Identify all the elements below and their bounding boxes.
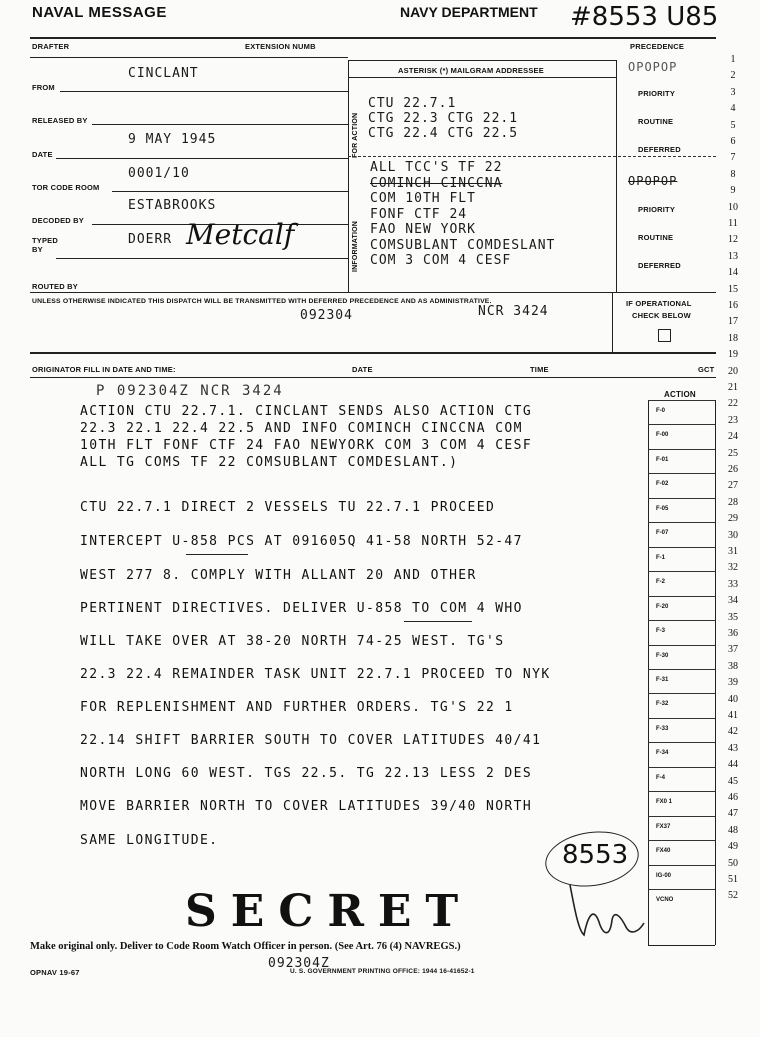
message-line: FOR REPLENISHMENT AND FURTHER ORDERS. TG'S 22 1: [80, 700, 514, 715]
action-code-label: F-01: [656, 456, 669, 463]
info-addressee: COM 10TH FLT: [370, 191, 476, 206]
footer-note: Make original only. Deliver to Code Room Watch Officer in person. (See Art. 76 (4) NAVREGS.): [30, 941, 461, 952]
action-code-label: F-07: [656, 530, 669, 537]
priority-label-2: PRIORITY: [638, 205, 676, 214]
action-code-row[interactable]: [648, 424, 715, 449]
action-addressee: CTG 22.3 CTG 22.1: [368, 111, 519, 126]
secret-classification: SECRET: [185, 886, 473, 937]
row-number: 42: [728, 726, 738, 738]
action-code-label: F-2: [656, 579, 665, 586]
circled-number: 8553: [562, 840, 629, 870]
row-number: 44: [728, 759, 738, 771]
message-line: WILL TAKE OVER AT 38-20 NORTH 74-25 WEST. TG'S: [80, 634, 505, 649]
row-number: 50: [728, 857, 738, 869]
routine-label: ROUTINE: [638, 117, 674, 126]
action-code-label: IG-00: [656, 872, 672, 879]
deferred-label: DEFERRED: [638, 145, 681, 154]
precedence-bottom-value: OPOPOP: [628, 174, 678, 188]
message-line: MOVE BARRIER NORTH TO COVER LATITUDES 39/40 NORTH: [80, 799, 533, 814]
operational-checkbox[interactable]: [658, 329, 671, 342]
row-number: 29: [728, 513, 738, 525]
action-code-label: F-1: [656, 554, 665, 561]
row-number: 32: [728, 562, 738, 574]
overprint-line: P 092304Z NCR 3424: [96, 383, 284, 399]
precedence-top-value: OPOPOP: [628, 60, 678, 74]
row-number: 30: [728, 529, 738, 541]
action-addressees: [368, 96, 518, 141]
row-number: 15: [728, 283, 738, 295]
action-addressee: CTU 22.7.1: [368, 96, 457, 111]
message-line: WEST 277 8. COMPLY WITH ALLANT 20 AND OTHER: [80, 568, 477, 583]
info-addressee: COMSUBLANT COMDESLANT: [370, 237, 556, 253]
form-title: NAVAL MESSAGE: [32, 4, 167, 21]
action-code-row[interactable]: [648, 889, 715, 914]
decoded-by-value: ESTABROOKS: [128, 198, 217, 213]
row-number: 40: [728, 693, 738, 705]
row-number: 19: [728, 349, 738, 361]
row-number: 17: [728, 316, 738, 328]
released-by-label: RELEASED BY: [32, 116, 88, 125]
row-number: 8: [730, 168, 736, 180]
info-addressee: FAO NEW YORK: [370, 222, 476, 237]
dtg-footer: 092304Z: [268, 956, 330, 971]
action-code-row[interactable]: [648, 669, 715, 694]
ncr-value: NCR 3424: [478, 304, 549, 319]
row-number: 45: [728, 775, 738, 787]
action-code-label: VCNO: [656, 897, 674, 903]
row-number: 25: [728, 447, 738, 459]
row-number: 2: [730, 70, 736, 82]
row-number: 21: [728, 382, 738, 393]
row-number: 18: [728, 332, 738, 344]
action-code-row[interactable]: [648, 791, 715, 816]
action-code-row[interactable]: [648, 693, 715, 718]
row-number: 52: [728, 890, 738, 902]
info-addressee: COMINCH CINCCNA: [370, 175, 503, 191]
typed-by-value: DOERR: [128, 232, 173, 247]
row-number: 4: [730, 103, 736, 115]
information-label: INFORMATION: [352, 220, 359, 272]
date-label: DATE: [32, 150, 53, 159]
underline-mark: [186, 554, 248, 555]
row-number: 3: [730, 86, 736, 98]
info-addressee: COM 3 COM 4 CESF: [370, 253, 512, 268]
info-addressees: [370, 160, 555, 269]
action-code-label: F-20: [656, 603, 669, 610]
action-code-label: F-05: [656, 505, 669, 512]
deferred-label-2: DEFERRED: [638, 261, 681, 270]
action-addressee: CTG 22.4 CTG 22.5: [368, 126, 519, 141]
routine-label-2: ROUTINE: [638, 233, 674, 242]
if-operational-label: IF OPERATIONAL: [626, 299, 692, 308]
row-number: 9: [730, 185, 736, 197]
check-below-label: CHECK BELOW: [632, 311, 691, 320]
signature: Metcalf: [186, 218, 295, 251]
action-code-row[interactable]: [648, 840, 715, 865]
originator-label: ORIGINATOR FILL IN DATE AND TIME:: [32, 365, 176, 374]
row-number: 11: [728, 218, 738, 229]
for-action-label: FOR ACTION: [352, 112, 359, 158]
underline-mark: [404, 621, 472, 622]
action-code-label: F-31: [656, 676, 669, 683]
action-code-row[interactable]: [648, 596, 715, 621]
action-code-label: FX40: [656, 848, 671, 855]
tor-code-room-label: TOR CODE ROOM: [32, 183, 100, 192]
message-line: PERTINENT DIRECTIVES. DELIVER U-858 TO COM 4 WHO: [80, 601, 523, 616]
row-number: 33: [728, 578, 738, 590]
row-number: 23: [728, 414, 738, 426]
action-code-label: FX0 1: [656, 799, 673, 806]
action-code-label: F-34: [656, 750, 669, 757]
row-number: 22: [728, 398, 738, 410]
row-number: 41: [728, 710, 738, 721]
row-number: 10: [728, 201, 738, 213]
row-number: 1: [730, 54, 736, 65]
action-code-label: F-33: [656, 725, 669, 732]
row-number: 31: [728, 546, 738, 557]
action-code-row[interactable]: [648, 547, 715, 572]
action-code-row[interactable]: [648, 473, 715, 498]
action-code-label: F-3: [656, 628, 665, 635]
row-number: 48: [728, 824, 738, 836]
action-code-label: F-4: [656, 774, 665, 781]
action-code-row[interactable]: [648, 718, 715, 743]
opnav-label: OPNAV 19-67: [30, 968, 80, 977]
time-label: TIME: [530, 365, 549, 374]
row-number: 46: [728, 792, 738, 803]
decoded-by-label: DECODED BY: [32, 216, 85, 225]
action-code-label: F-0: [656, 408, 665, 414]
row-number: 38: [728, 660, 738, 672]
preamble-line: 10TH FLT FONF CTF 24 FAO NEWYORK COM 3 COM 4 CESF: [80, 438, 533, 453]
message-line: CTU 22.7.1 DIRECT 2 VESSELS TU 22.7.1 PROCEED: [80, 500, 496, 515]
gct-label: GCT: [698, 365, 715, 374]
action-code-label: F-30: [656, 652, 669, 659]
row-number: 27: [728, 480, 738, 492]
row-number: 34: [728, 595, 738, 607]
action-label: ACTION: [664, 390, 696, 399]
row-number: 36: [728, 628, 738, 639]
from-label: FROM: [32, 83, 55, 92]
preamble-line: ACTION CTU 22.7.1. CINCLANT SENDS ALSO ACTION CTG: [80, 404, 533, 419]
row-number: 43: [728, 742, 738, 754]
action-code-label: F-32: [656, 701, 669, 708]
row-number: 28: [728, 496, 738, 508]
action-code-row[interactable]: [648, 645, 715, 670]
row-number: 5: [730, 119, 736, 131]
action-code-row[interactable]: [648, 865, 715, 890]
row-number: 16: [728, 300, 738, 311]
row-number: 26: [728, 464, 738, 475]
row-number: 47: [728, 808, 738, 820]
message-line: 22.3 22.4 REMAINDER TASK UNIT 22.7.1 PROCEED TO NYK: [80, 667, 551, 682]
action-code-row[interactable]: [648, 449, 715, 474]
action-code-row[interactable]: [648, 498, 715, 523]
drafter-label: DRAFTER: [32, 42, 70, 51]
action-code-row[interactable]: [648, 742, 715, 767]
department-title: NAVY DEPARTMENT: [400, 4, 538, 20]
row-number: 7: [730, 152, 736, 164]
action-code-row[interactable]: [648, 522, 715, 547]
row-number: 51: [728, 874, 738, 885]
action-code-row[interactable]: [648, 400, 715, 425]
action-code-row[interactable]: [648, 767, 715, 792]
action-code-row[interactable]: [648, 620, 715, 645]
row-number: 14: [728, 267, 738, 279]
from-value: CINCLANT: [128, 66, 199, 81]
row-number: 13: [728, 250, 738, 262]
dispatch-notice: UNLESS OTHERWISE INDICATED THIS DISPATCH WILL BE TRANSMITTED WITH DEFERRED PRECEDENCE AND AS ADMINISTRATIVE.: [32, 298, 492, 305]
row-number: 12: [728, 234, 738, 246]
date-label-2: DATE: [352, 365, 373, 374]
info-addressee: FONF CTF 24: [370, 206, 468, 222]
row-number: 20: [728, 365, 738, 377]
message-line: SAME LONGITUDE.: [80, 833, 219, 848]
date-value: 9 MAY 1945: [128, 132, 217, 147]
message-line: 22.14 SHIFT BARRIER SOUTH TO COVER LATITUDES 40/41: [80, 733, 542, 748]
row-number: 24: [728, 431, 738, 443]
handwritten-message-number: #8553 U85: [570, 2, 719, 32]
row-number: 6: [730, 136, 736, 147]
message-line: NORTH LONG 60 WEST. TGS 22.5. TG 22.13 LESS 2 DES: [80, 766, 533, 781]
action-code-row[interactable]: [648, 816, 715, 841]
dtg-value: 092304: [300, 308, 353, 323]
routed-by-label: ROUTED BY: [32, 282, 78, 291]
row-number: 49: [728, 841, 738, 853]
priority-label: PRIORITY: [638, 89, 676, 98]
extension-label: EXTENSION NUMB: [245, 42, 316, 51]
preamble-line: 22.3 22.1 22.4 22.5 AND INFO COMINCH CINCCNA COM: [80, 421, 523, 436]
row-number: 35: [728, 611, 738, 623]
message-line: INTERCEPT U-858 PCS AT 091605Q 41-58 NORTH 52-47: [80, 534, 523, 549]
precedence-label: PRECEDENCE: [630, 42, 685, 51]
preamble-line: ALL TG COMS TF 22 COMSUBLANT COMDESLANT.): [80, 455, 459, 470]
asterisk-label: ASTERISK (*) MAILGRAM ADDRESSEE: [398, 66, 544, 75]
action-code-label: F-02: [656, 481, 669, 488]
tor-value: 0001/10: [128, 166, 190, 181]
pen-scribble: [560, 875, 650, 945]
typed-by-label: TYPED BY: [32, 236, 59, 254]
action-code-label: F-00: [656, 432, 669, 439]
row-number: 37: [728, 644, 738, 656]
row-number: 39: [728, 677, 738, 689]
gpo-label: U. S. GOVERNMENT PRINTING OFFICE: 1944 16-41652-1: [290, 968, 475, 975]
info-addressee: ALL TCC'S TF 22: [370, 160, 503, 175]
action-code-label: FX37: [656, 823, 671, 830]
action-code-row[interactable]: [648, 571, 715, 596]
